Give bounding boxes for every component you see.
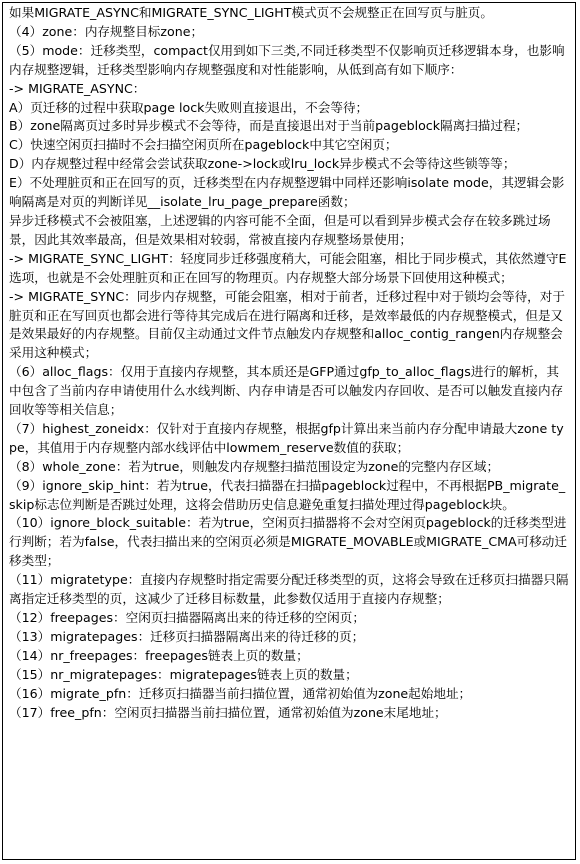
async-point-d: D）内存规整过程中经常会尝试获取zone->lock或lru_lock异步模式不会等待这些锁等等； [9,156,516,172]
param-migratetype: （11）migratetype：直接内存规整时指定需要分配迁移类型的页，这将会导致在迁移页扫描器只隔离指定迁移类型的页，这减少了迁移目标数量，此参数仅适用于直接内存规整； [9,572,569,607]
param-nr-migratepages: （15）nr_migratepages：migratepages链表上页的数量； [9,666,358,682]
mode-migrate-sync-light: -> MIGRATE_SYNC_LIGHT：轻度同步迁移强度稍大，可能会阻塞，相比于同步模式，其依然遵守E选项，也就是不会处理脏页和正在回写的物理页。内存规整大部分场景下回使用这种模式； [9,250,567,285]
mode-migrate-sync: -> MIGRATE_SYNC：同步内存规整，可能会阻塞，相对于前者，迁移过程中对于锁均会等待，对于脏页和正在写回页也都会进行等待其完成后在进行隔离和迁移，是效率最低的内存规整模式，但是又是效果最好的内存规整。目前仅主动通过文件节点触发内存规整和alloc_contig_rangen内存规整会采用这种模式； [9,288,565,361]
intro-note: 如果MIGRATE_ASYNC和MIGRATE_SYNC_LIGHT模式页不会规整正在回写页与脏页。 [9,5,493,20]
mode-migrate-async-heading: -> MIGRATE_ASYNC： [9,80,146,96]
param-free-pfn: （17）free_pfn：空闲页扫描器当前扫描位置，通常初始值为zone末尾地址； [9,704,447,720]
param-ignore-skip-hint: （9）ignore_skip_hint：若为true，代表扫描器在扫描pageblock过程中，不再根据PB_migrate_skip标志位判断是否跳过处理，这将会借助历史信息避免重复扫描处理过得pageblock块。 [9,477,566,512]
async-summary: 异步迁移模式不会被阻塞，上述逻辑的内容可能不全面，但是可以看到异步模式会存在较多跳过场景，因此其效率最高，但是效果相对较弱，常被直接内存规整场景使用； [9,212,551,247]
param-migrate-pfn: （16）migrate_pfn：迁移页扫描器当前扫描位置，通常初始值为zone起始地址； [9,685,472,701]
param-highest-zoneidx: （7）highest_zoneidx：仅针对于直接内存规整，根据gfp计算出来当前内存分配申请最大zone type，其值用于内存规整内部水线评估中lowmem_reserve数值的获取； [9,420,564,455]
param-zone: （4）zone：内存规整目标zone； [9,23,204,39]
param-freepages: （12）freepages：空闲页扫描器隔离出来的待迁移的空闲页； [9,610,365,625]
param-migratepages: （13）migratepages：迁移页扫描器隔离出来的待迁移的页； [9,628,365,644]
async-point-b: B）zone隔离页过多时异步模式不会等待，而是直接退出对于当前pageblock隔离扫描过程； [9,118,529,134]
async-point-e: E）不处理脏页和正在回写的页，迁移类型在内存规整逻辑中同样还影响isolate mode，其逻辑会影响隔离是对页的判断详见__isolate_lru_page_prepare函数； [9,175,565,210]
async-point-c: C）快速空闲页扫描时不会扫描空闲页所在pageblock中其它空闲页； [9,137,398,153]
param-whole-zone: （8）whole_zone：若为true，则触发内存规整扫描范围设定为zone的完整内存区域； [9,458,500,474]
param-mode: （5）mode：迁移类型，compact仅用到如下三类,不同迁移类型不仅影响页迁移逻辑本身，也影响内存规整逻辑，迁移类型影响内存规整强度和对性能影响，从低到高有如下顺序： [9,42,565,77]
document-page [2,2,576,860]
param-nr-freepages: （14）nr_freepages：freepages链表上页的数量； [9,647,309,663]
param-ignore-block-suitable: （10）ignore_block_suitable：若为true，空闲页扫描器将不会对空闲页pageblock的迁移类型进行判断；若为false，代表扫描出来的空闲页必须是MIGRATE_MOVABLE或MIGRATE_CMA可移动迁移类型； [9,515,567,569]
async-point-a: A）页迁移的过程中获取page lock失败则直接退出，不会等待； [9,99,369,115]
param-alloc-flags: （6）alloc_flags：仅用于直接内存规整，其本质还是GFP通过gfp_to_alloc_flags进行的解析，其中包含了当前内存申请使用什么水线判断、内存申请是否可以触发内存回收、是否可以触发直接内存回收等等相关信息； [9,364,564,418]
